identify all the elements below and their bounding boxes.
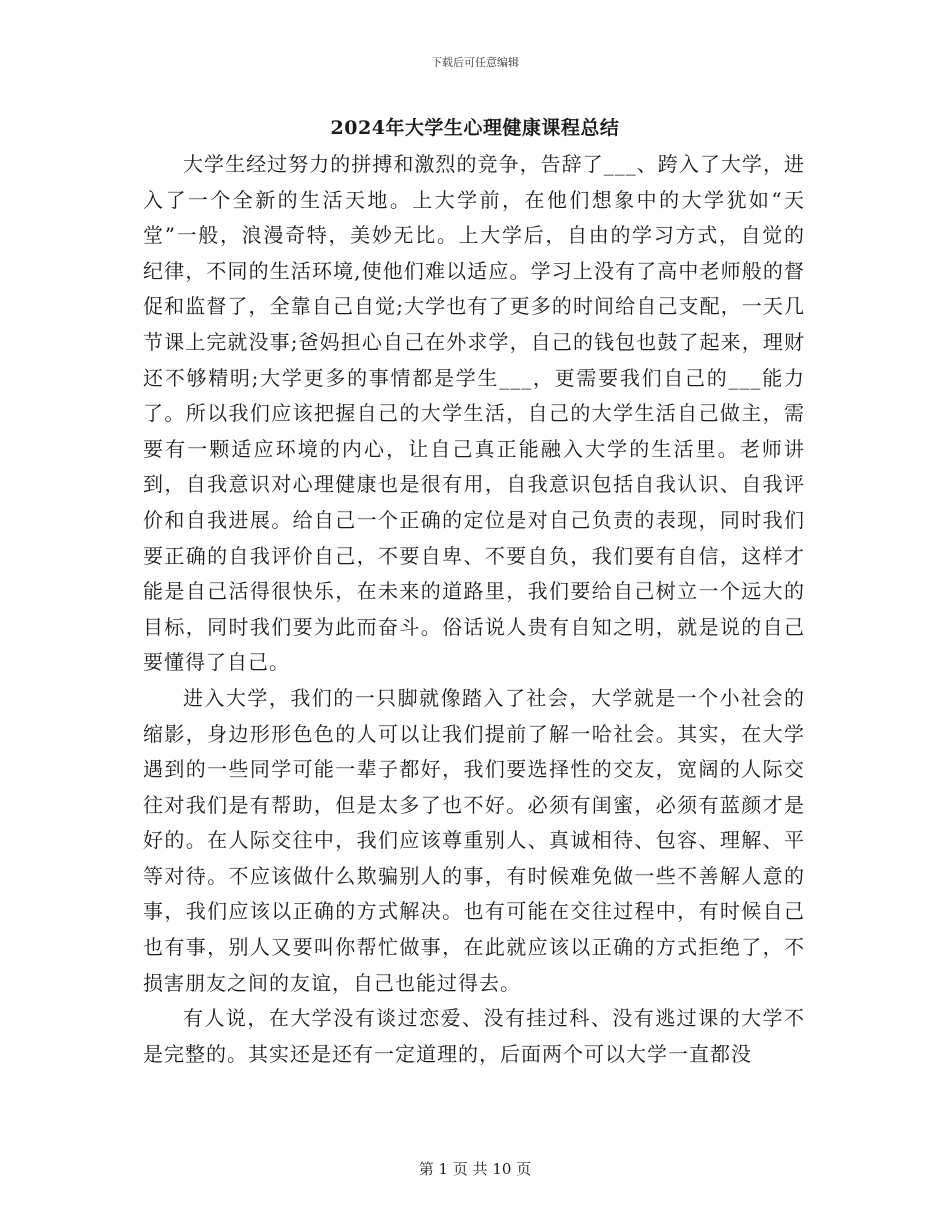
document-body bbox=[143, 147, 805, 1072]
paragraph-2: 进入大学，我们的一只脚就像踏入了社会，大学就是一个小社会的缩影，身边形形色色的人可以让我们提前了解一哈社会。其实，在大学遇到的一些同学可能一辈子都好，我们要选择性的交友，宽阔的人际交往对我们是有帮助，但是太多了也不好。必须有闺蜜，必须有蓝颜才是好的。在人际交往中，我们应该尊重别人、真诚相待、包容、理解、平等对待。不应该做什么欺骗别人的事，有时候难免做一些不善解人意的事，我们应该以正确的方式解决。也有可能在交往过程中，有时候自己也有事，别人又要叫你帮忙做事，在此就应该以正确的方式拒绝了，不损害朋友之间的友谊，自己也能过得去。 bbox=[143, 685, 805, 995]
paragraph-3: 有人说，在大学没有谈过恋爱、没有挂过科、没有逃过课的大学不是完整的。其实还是还有一定道理的，后面两个可以大学一直都没 bbox=[143, 1006, 805, 1066]
paragraph-1: 大学生经过努力的拼搏和激烈的竞争，告辞了___、跨入了大学，进入了一个全新的生活天地。上大学前，在他们想象中的大学犹如“天堂”一般，浪漫奇特，美妙无比。上大学后，自由的学习方式，自觉的纪律，不同的生活环境,使他们难以适应。学习上没有了高中老师般的督促和监督了，全靠自己自觉;大学也有了更多的时间给自己支配，一天几节课上完就没事;爸妈担心自己在外求学，自己的钱包也鼓了起来，理财还不够精明;大学更多的事情都是学生___，更需要我们自己的___能力了。所以我们应该把握自己的大学生活，自己的大学生活自己做主，需要有一颗适应环境的内心，让自己真正能融入大学的生活里。老师讲到，自我意识对心理健康也是很有用，自我意识包括自我认识、自我评价和自我进展。给自己一个正确的定位是对自己负责的表现，同时我们要正确的自我评价自己，不要自卑、不要自负，我们要有自信，这样才能是自己活得很快乐，在未来的道路里，我们要给自己树立一个远大的目标，同时我们要为此而奋斗。俗话说人贵有自知之明，就是说的自己要懂得了自己。 bbox=[143, 152, 805, 675]
page-number: 第 1 页 共 10 页 bbox=[418, 1160, 532, 1178]
page-header-note: 下载后可任意编辑 bbox=[431, 56, 519, 69]
document-title: 2024年大学生心理健康课程总结 bbox=[330, 117, 620, 139]
